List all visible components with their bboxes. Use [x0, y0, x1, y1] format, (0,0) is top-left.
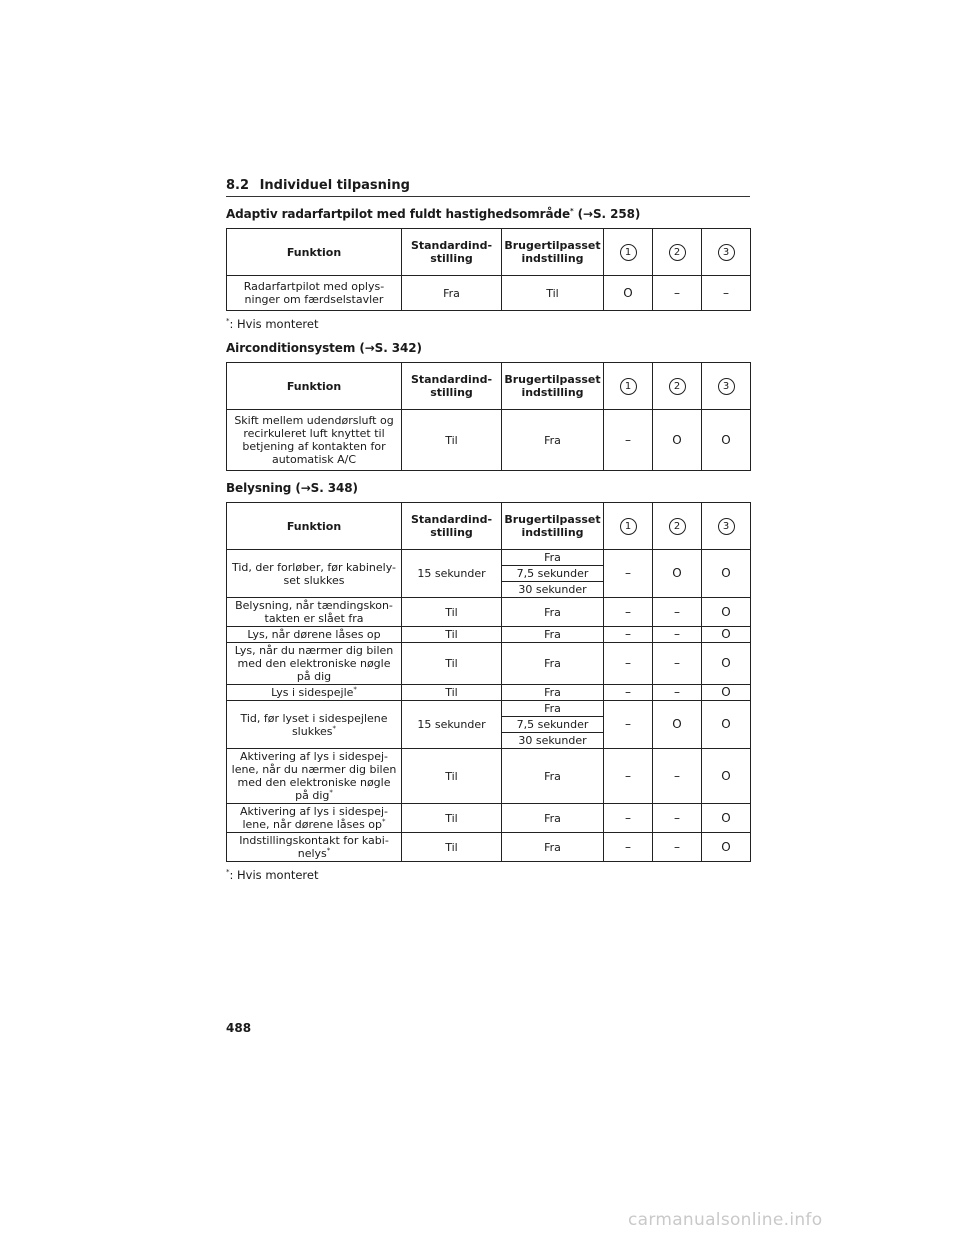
header-setting-2	[653, 363, 702, 410]
page-content	[226, 178, 750, 892]
page-reference: (→S. 258)	[573, 207, 641, 221]
watermark: carmanualsonline.info	[628, 1210, 823, 1230]
cell-setting-3: O	[702, 550, 751, 598]
cell-custom-option: 7,5 sekunder	[502, 717, 604, 733]
footnote: *: Hvis monteret	[226, 317, 319, 331]
cell-setting-3: O	[702, 598, 751, 627]
cell-funktion: Indstillingskontakt for kabi- nelys*	[227, 833, 402, 862]
circled-number-1: 1	[620, 244, 637, 261]
table-row	[227, 627, 751, 643]
cell-standard: Til	[402, 598, 502, 627]
header-setting-1	[604, 503, 653, 550]
cell-funktion: Lys, når dørene låses op	[227, 627, 402, 643]
cell-standard: Fra	[402, 276, 502, 311]
cell-setting-1: –	[604, 804, 653, 833]
cell-standard: Til	[402, 804, 502, 833]
circled-number-2: 2	[669, 244, 686, 261]
cell-setting-2: O	[653, 410, 702, 471]
cell-setting-3: O	[702, 410, 751, 471]
cell-funktion: Skift mellem udendørsluft og recirkuleret luft knyttet til betjening af kontakten for automatisk A/C	[227, 410, 402, 471]
cell-custom: Fra	[502, 410, 604, 471]
lighting-table	[226, 502, 751, 862]
cell-custom-option: Fra	[502, 701, 604, 717]
table-row	[227, 804, 751, 833]
cell-setting-1: –	[604, 550, 653, 598]
header-funktion: Funktion	[227, 229, 402, 276]
cell-setting-3: –	[702, 276, 751, 311]
cell-setting-3: O	[702, 833, 751, 862]
header-setting-2	[653, 503, 702, 550]
section-title: Individuel tilpasning	[259, 178, 410, 193]
header-setting-2	[653, 229, 702, 276]
cell-setting-3: O	[702, 643, 751, 685]
footnote: *: Hvis monteret	[226, 868, 319, 882]
header-custom: Brugertilpasset indstilling	[502, 503, 604, 550]
table-row	[227, 276, 751, 311]
footnote-mark: *	[353, 685, 357, 694]
footnote-mark: *	[326, 846, 331, 855]
cell-setting-3: O	[702, 685, 751, 701]
table-row	[227, 550, 751, 566]
cell-setting-1: –	[604, 410, 653, 471]
cell-setting-3: O	[702, 627, 751, 643]
page-number: 488	[226, 1021, 252, 1035]
cell-setting-2: –	[653, 598, 702, 627]
cell-standard: 15 sekunder	[402, 701, 502, 749]
header-setting-3	[702, 229, 751, 276]
header-funktion: Funktion	[227, 363, 402, 410]
table-row	[227, 410, 751, 471]
cell-setting-3: O	[702, 804, 751, 833]
lighting-heading: Belysning (→S. 348)	[226, 481, 358, 495]
cell-funktion: Aktivering af lys i sidespej- lene, når dørene låses op*	[227, 804, 402, 833]
table-row	[227, 598, 751, 627]
cell-standard: Til	[402, 685, 502, 701]
cell-custom: Fra	[502, 598, 604, 627]
header-row	[227, 503, 751, 550]
cell-setting-2: –	[653, 627, 702, 643]
cell-funktion: Tid, før lyset i sidespejlene slukkes*	[227, 701, 402, 749]
cell-custom: Fra	[502, 749, 604, 804]
header-funktion: Funktion	[227, 503, 402, 550]
adaptive-cruise-heading: Adaptiv radarfartpilot med fuldt hastighedsområde* (→S. 258)	[226, 207, 641, 221]
cell-standard: Til	[402, 643, 502, 685]
circled-number-1: 1	[620, 518, 637, 535]
cell-setting-1: –	[604, 598, 653, 627]
cell-setting-1: –	[604, 643, 653, 685]
cell-setting-2: –	[653, 643, 702, 685]
cell-setting-1: –	[604, 701, 653, 749]
cell-setting-2: O	[653, 701, 702, 749]
cell-funktion: Belysning, når tændingskon- takten er slået fra	[227, 598, 402, 627]
cell-setting-1: –	[604, 833, 653, 862]
cell-funktion: Tid, der forløber, før kabinely- set slukkes	[227, 550, 402, 598]
cell-setting-1: –	[604, 627, 653, 643]
cell-custom: Fra	[502, 627, 604, 643]
cell-setting-1: –	[604, 685, 653, 701]
header-setting-1	[604, 229, 653, 276]
cell-setting-2: –	[653, 804, 702, 833]
aircon-table	[226, 362, 751, 471]
circled-number-3: 3	[718, 378, 735, 395]
header-row	[227, 363, 751, 410]
header-setting-3	[702, 503, 751, 550]
cell-standard: Til	[402, 627, 502, 643]
footnote-mark: *	[226, 868, 230, 877]
cell-setting-2: –	[653, 833, 702, 862]
cell-funktion: Lys, når du nærmer dig bilen med den elektroniske nøgle på dig	[227, 643, 402, 685]
circled-number-3: 3	[718, 244, 735, 261]
header-custom: Brugertilpasset indstilling	[502, 363, 604, 410]
table-row	[227, 685, 751, 701]
table-row	[227, 701, 751, 717]
cell-setting-2: O	[653, 550, 702, 598]
circled-number-2: 2	[669, 378, 686, 395]
cell-custom: Fra	[502, 804, 604, 833]
header-setting-3	[702, 363, 751, 410]
cell-custom-option: 30 sekunder	[502, 582, 604, 598]
circled-number-3: 3	[718, 518, 735, 535]
cell-custom: Fra	[502, 833, 604, 862]
header-standard: Standardind- stilling	[402, 229, 502, 276]
cell-setting-2: –	[653, 276, 702, 311]
aircon-heading: Airconditionsystem (→S. 342)	[226, 341, 422, 355]
cell-funktion: Radarfartpilot med oplys- ninger om færdselstavler	[227, 276, 402, 311]
cell-custom: Til	[502, 276, 604, 311]
cell-custom-option: 30 sekunder	[502, 733, 604, 749]
circled-number-1: 1	[620, 378, 637, 395]
table-row	[227, 643, 751, 685]
cell-standard: 15 sekunder	[402, 550, 502, 598]
adaptive-cruise-table	[226, 228, 751, 311]
cell-setting-2: –	[653, 685, 702, 701]
cell-setting-2: –	[653, 749, 702, 804]
cell-custom-option: 7,5 sekunder	[502, 566, 604, 582]
footnote-mark: *	[226, 317, 230, 326]
header-standard: Standardind- stilling	[402, 503, 502, 550]
cell-custom: Fra	[502, 685, 604, 701]
table-row	[227, 749, 751, 804]
cell-setting-1: –	[604, 749, 653, 804]
cell-setting-1: O	[604, 276, 653, 311]
cell-custom-option: Fra	[502, 550, 604, 566]
cell-standard: Til	[402, 749, 502, 804]
section-header	[226, 178, 750, 197]
circled-number-2: 2	[669, 518, 686, 535]
cell-funktion: Lys i sidespejle*	[227, 685, 402, 701]
table-row	[227, 833, 751, 862]
footnote-mark: *	[329, 788, 333, 797]
cell-funktion: Aktivering af lys i sidespej- lene, når du nærmer dig bilen med den elektroniske nøgle på dig*	[227, 749, 402, 804]
section-number: 8.2	[226, 178, 250, 193]
footnote-mark: *	[382, 817, 386, 826]
header-standard: Standardind- stilling	[402, 363, 502, 410]
header-row	[227, 229, 751, 276]
cell-standard: Til	[402, 410, 502, 471]
cell-custom: Fra	[502, 643, 604, 685]
cell-setting-3: O	[702, 749, 751, 804]
footnote-mark: *	[570, 207, 574, 215]
cell-setting-3: O	[702, 701, 751, 749]
header-setting-1	[604, 363, 653, 410]
header-custom: Brugertilpasset indstilling	[502, 229, 604, 276]
cell-standard: Til	[402, 833, 502, 862]
footnote-mark: *	[332, 723, 337, 732]
